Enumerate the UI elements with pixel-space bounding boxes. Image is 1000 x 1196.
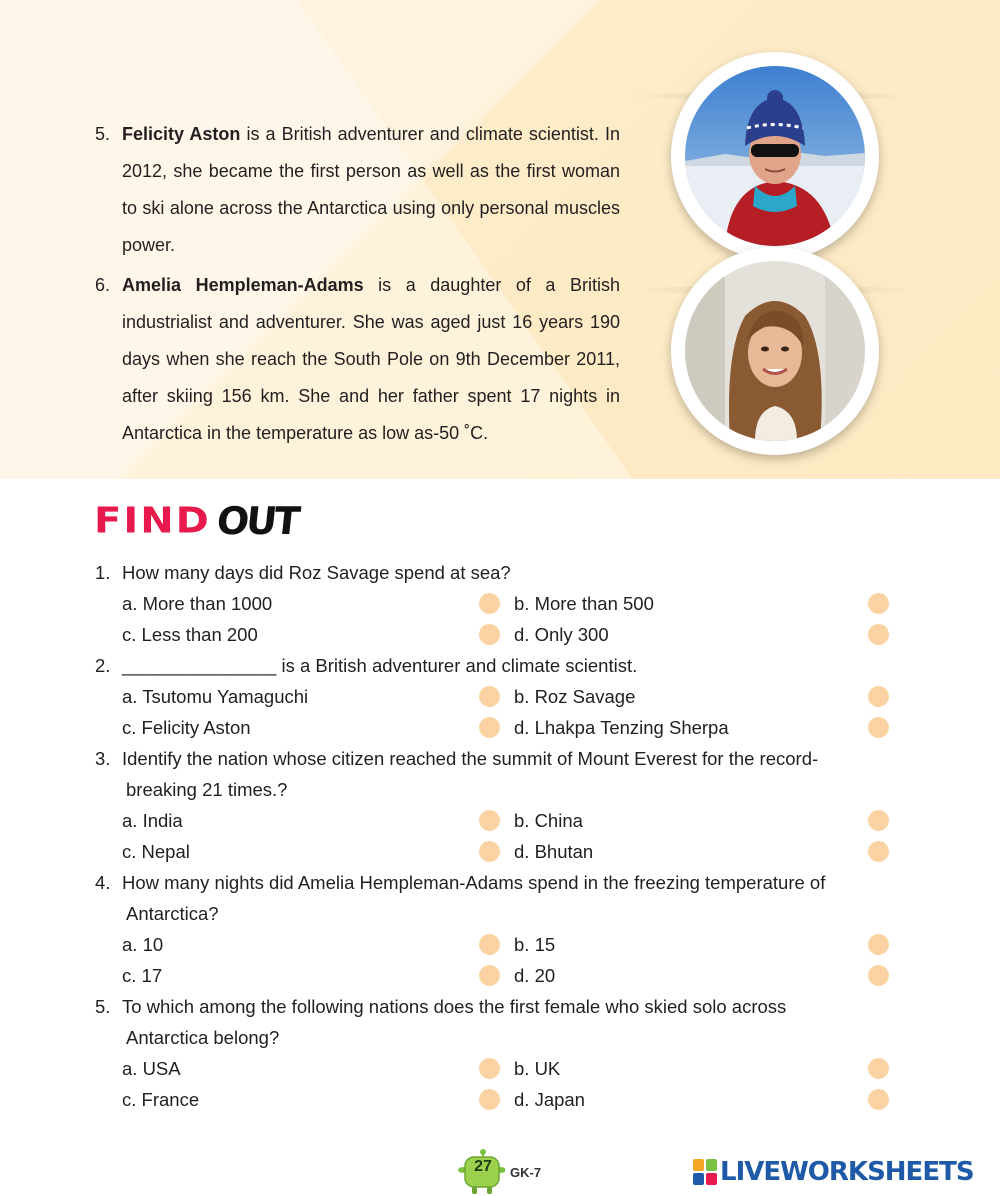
liveworksheets-blocks-icon [693,1159,717,1185]
question-line [95,774,895,805]
question-line [95,898,895,929]
option-label: c. Less than 200 [122,624,258,645]
option-label: d. Lhakpa Tenzing Sherpa [514,717,729,738]
bio-description: is a British adventurer and climate scientist. In 2012, she became the first person as well as the first woman to ski alone across the Antarctica using only personal muscles power. [122,124,620,255]
answer-dot[interactable] [868,965,889,986]
answer-dot[interactable] [479,593,500,614]
option-label: a. USA [122,1058,181,1079]
question-text: breaking 21 times.? [126,779,288,800]
bio-number: 6. [95,275,111,295]
question-text: How many days did Roz Savage spend at sea? [122,562,511,583]
answer-dot[interactable] [868,593,889,614]
option-row [95,836,895,867]
question-number: 2. [95,655,111,676]
answer-dot[interactable] [479,965,500,986]
question-4 [95,867,895,991]
option-label: a. 10 [122,934,164,955]
answer-dot[interactable] [868,717,889,738]
answer-dot[interactable] [479,934,500,955]
question-number: 4. [95,872,111,893]
question-number: 5. [95,996,111,1017]
question-3 [95,743,895,867]
book-code: GK-7 [510,1164,542,1180]
answer-dot[interactable] [479,1089,500,1110]
answer-dot[interactable] [479,810,500,831]
option-label: c. Felicity Aston [122,717,251,738]
option-row [95,960,895,991]
option-label: b. Roz Savage [514,686,636,707]
portrait-girl-illustration [685,261,865,441]
option-label: c. France [122,1089,200,1110]
question-text: Antarctica? [126,903,219,924]
option-label: b. UK [514,1058,561,1079]
option-label: a. India [122,810,183,831]
question-line [95,1022,895,1053]
question-number: 3. [95,748,111,769]
option-label: d. Only 300 [514,624,609,645]
option-row [95,1084,895,1115]
photo-image [685,66,865,246]
bio-amelia-hempleman-adams [95,267,620,452]
answer-dot[interactable] [479,841,500,862]
option-label: b. 15 [514,934,556,955]
option-row [95,929,895,960]
photo-image [685,261,865,441]
answer-dot[interactable] [479,717,500,738]
photo-amelia-hempleman-adams [671,247,879,455]
portrait-skier-illustration [685,66,865,246]
answer-dot[interactable] [868,841,889,862]
liveworksheets-wordmark: LIVEWORKSHEETS [720,1157,974,1187]
photo-felicity-aston [671,52,879,260]
answer-dot[interactable] [479,1058,500,1079]
option-row [95,619,895,650]
option-label: c. Nepal [122,841,190,862]
bio-felicity-aston [95,116,620,264]
option-label: c. 17 [122,965,163,986]
option-row [95,681,895,712]
option-label: a. More than 1000 [122,593,273,614]
option-label: d. Japan [514,1089,585,1110]
question-line [95,991,895,1022]
answer-dot[interactable] [868,1089,889,1110]
liveworksheets-logo[interactable] [693,1157,974,1187]
option-row [95,712,895,743]
find-out-word-out: OUT [214,499,300,543]
question-2 [95,650,895,743]
option-label: b. More than 500 [514,593,654,614]
bio-name: Amelia Hempleman-Adams [122,275,364,295]
option-label: d. Bhutan [514,841,594,862]
question-line [95,743,895,774]
option-row [95,588,895,619]
quiz [95,557,895,1115]
option-row [95,1053,895,1084]
question-text: _______________ is a British adventurer and climate scientist. [122,655,638,676]
question-number: 1. [95,562,111,583]
answer-dot[interactable] [479,686,500,707]
find-out-word-find: FIND [94,500,211,542]
answer-dot[interactable] [868,624,889,645]
answer-dot[interactable] [868,934,889,955]
question-text: Antarctica belong? [126,1027,280,1048]
question-line [95,650,895,681]
option-label: b. China [514,810,583,831]
bio-text [122,267,620,452]
answer-dot[interactable] [868,810,889,831]
question-line [95,557,895,588]
answer-dot[interactable] [868,1058,889,1079]
question-1 [95,557,895,650]
question-text: To which among the following nations does the first female who skied solo across [122,996,787,1017]
question-text: Identify the nation whose citizen reached the summit of Mount Everest for the record- [122,748,819,769]
find-out-heading [94,497,300,545]
answer-dot[interactable] [868,686,889,707]
answer-dot[interactable] [479,624,500,645]
question-5 [95,991,895,1115]
question-line [95,867,895,898]
page-footer [457,1148,541,1196]
page-number: 27 [474,1158,492,1175]
bio-number: 5. [95,124,111,144]
option-row [95,805,895,836]
option-label: a. Tsutomu Yamaguchi [122,686,309,707]
bio-name: Felicity Aston [122,124,241,144]
bio-description: is a daughter of a British industrialist and adventurer. She was aged just 16 years 190 days when she reach the South Pole on 9th December 2011, after skiing 156 km. She and her father spent 17 nights in Antarctica in the temperature as low as-50 ˚C. [122,275,621,443]
mascot-icon [457,1148,505,1196]
bio-text [122,116,620,264]
option-label: d. 20 [514,965,556,986]
question-text: How many nights did Amelia Hempleman-Adams spend in the freezing temperature of [122,872,826,893]
